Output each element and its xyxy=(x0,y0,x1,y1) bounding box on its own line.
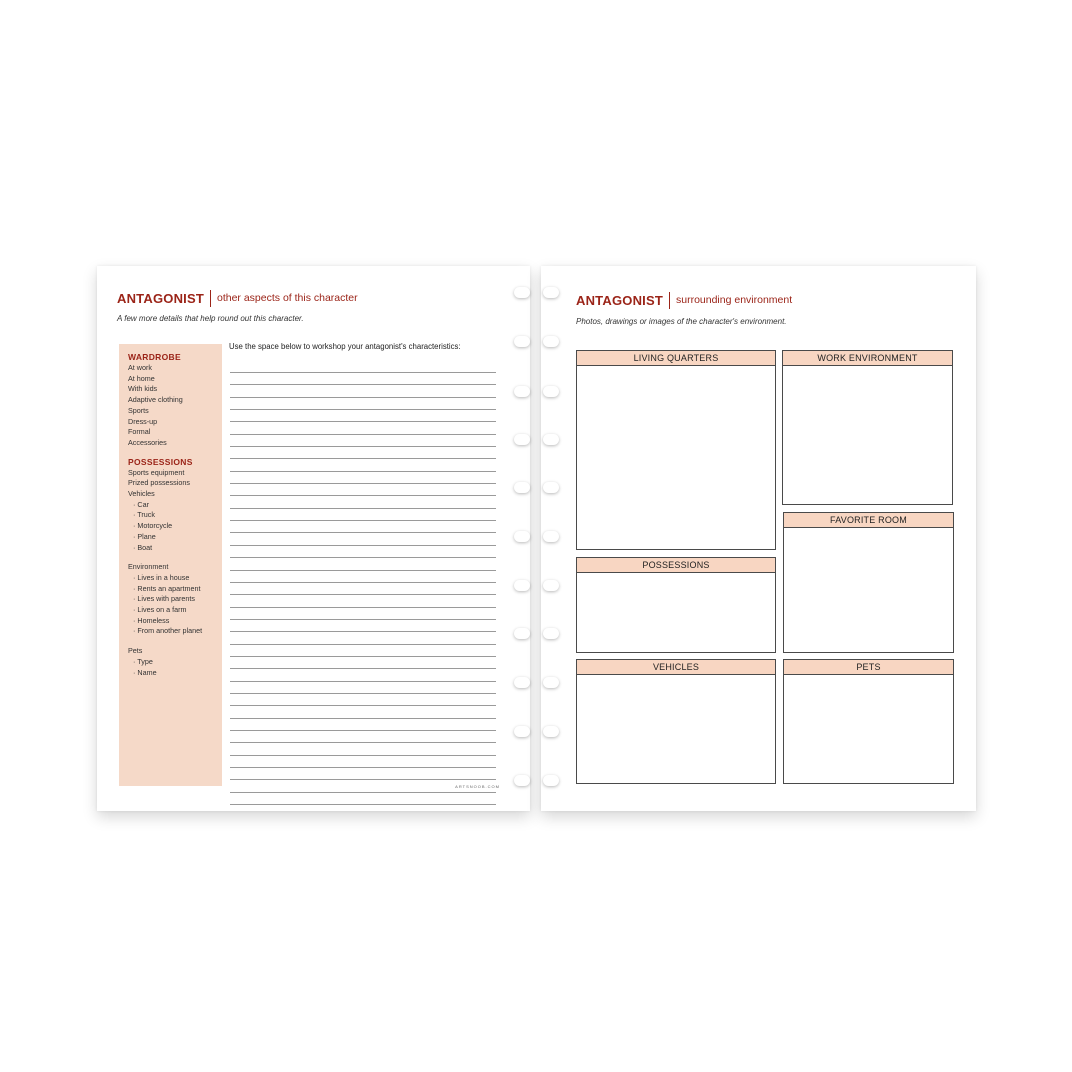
environment-group xyxy=(128,562,222,637)
writing-line xyxy=(230,619,496,620)
writing-line xyxy=(230,458,496,459)
sidebar-list-item: Prized possessions xyxy=(128,478,190,488)
sidebar-list-item: · Name xyxy=(133,667,157,677)
binder-disc xyxy=(543,531,559,542)
possessions-label: POSSESSIONS xyxy=(577,558,775,573)
writing-line xyxy=(230,755,496,756)
binder-disc xyxy=(514,434,530,445)
writing-lines[interactable] xyxy=(230,372,496,816)
sidebar-list-item: With kids xyxy=(128,384,158,394)
wardrobe-group xyxy=(128,352,222,449)
writing-line xyxy=(230,668,496,669)
writing-line xyxy=(230,384,496,385)
environment-list xyxy=(128,573,222,637)
sidebar-list-item: Sports equipment xyxy=(128,467,185,477)
writing-line xyxy=(230,730,496,731)
sidebar-list-item: · Motorcycle xyxy=(133,521,173,531)
writing-line xyxy=(230,446,496,447)
pets-group xyxy=(128,646,222,678)
binder-disc xyxy=(543,287,559,298)
page-title: ANTAGONIST xyxy=(117,290,211,307)
binder-disc xyxy=(543,726,559,737)
writing-line xyxy=(230,570,496,571)
writing-line xyxy=(230,767,496,768)
binder-disc xyxy=(514,336,530,347)
binder-disc xyxy=(514,628,530,639)
page-intro: A few more details that help round out this character. xyxy=(117,314,304,323)
writing-line xyxy=(230,631,496,632)
writing-line xyxy=(230,705,496,706)
workshop-prompt: Use the space below to workshop your antagonist's characteristics: xyxy=(229,342,461,351)
wardrobe-heading: WARDROBE xyxy=(128,352,181,362)
favorite-room-box[interactable] xyxy=(783,512,954,653)
writing-line xyxy=(230,594,496,595)
sidebar-list-item: · Truck xyxy=(133,510,155,520)
binder-disc xyxy=(543,482,559,493)
page-subtitle: other aspects of this character xyxy=(216,292,358,304)
footer-brand: ARTSNOOB.COM xyxy=(455,784,500,789)
sidebar-list-item: At home xyxy=(128,373,155,383)
sidebar-list-item: Dress-up xyxy=(128,416,158,426)
binder-disc xyxy=(543,775,559,786)
writing-line xyxy=(230,421,496,422)
living-quarters-box[interactable] xyxy=(576,350,776,550)
sidebar-list-item: Accessories xyxy=(128,437,167,447)
vehicle-list xyxy=(128,500,222,554)
binder-disc xyxy=(543,386,559,397)
page-title: ANTAGONIST xyxy=(576,292,670,309)
pets-list xyxy=(128,657,222,678)
pets-box[interactable] xyxy=(783,659,954,784)
wardrobe-list xyxy=(128,363,222,449)
pets-label: PETS xyxy=(784,660,953,675)
writing-line xyxy=(230,532,496,533)
page-intro: Photos, drawings or images of the character's environment. xyxy=(576,317,787,326)
writing-line xyxy=(230,742,496,743)
writing-line xyxy=(230,483,496,484)
left-page xyxy=(97,266,530,811)
pets-heading: Pets xyxy=(128,646,143,656)
writing-line xyxy=(230,644,496,645)
left-page-header xyxy=(117,290,358,307)
right-page-header xyxy=(576,292,792,309)
writing-line xyxy=(230,582,496,583)
living-quarters-label: LIVING QUARTERS xyxy=(577,351,775,366)
writing-line xyxy=(230,792,496,793)
writing-line xyxy=(230,718,496,719)
writing-line xyxy=(230,545,496,546)
sidebar-list-item: Adaptive clothing xyxy=(128,395,183,405)
binder-disc xyxy=(514,482,530,493)
possessions-box[interactable] xyxy=(576,557,776,653)
page-subtitle: surrounding environment xyxy=(675,294,793,306)
writing-line xyxy=(230,471,496,472)
writing-line xyxy=(230,779,496,780)
binder-disc xyxy=(543,677,559,688)
vehicles-label: VEHICLES xyxy=(577,660,775,675)
binder-disc xyxy=(514,726,530,737)
writing-line xyxy=(230,495,496,496)
work-environment-box[interactable] xyxy=(782,350,953,505)
binder-disc xyxy=(514,386,530,397)
sidebar-list-item: · Rents an apartment xyxy=(133,583,201,593)
writing-line xyxy=(230,434,496,435)
writing-line xyxy=(230,681,496,682)
environment-heading: Environment xyxy=(128,562,169,572)
writing-line xyxy=(230,557,496,558)
sidebar-list-item: · From another planet xyxy=(133,626,203,636)
sidebar-list-item: · Type xyxy=(133,656,153,666)
writing-line xyxy=(230,520,496,521)
writing-line xyxy=(230,656,496,657)
sidebar-list-item: · Homeless xyxy=(133,615,170,625)
sidebar-prompts xyxy=(119,344,222,786)
binder-disc xyxy=(514,775,530,786)
right-page xyxy=(541,266,976,811)
sidebar-list-item: · Lives with parents xyxy=(133,594,195,604)
binder-disc xyxy=(543,336,559,347)
favorite-room-label: FAVORITE ROOM xyxy=(784,513,953,528)
work-environment-label: WORK ENVIRONMENT xyxy=(783,351,952,366)
writing-line xyxy=(230,397,496,398)
sidebar-list-item: · Car xyxy=(133,499,149,509)
sidebar-list-item: · Boat xyxy=(133,542,153,552)
sidebar-list-item: Vehicles xyxy=(128,489,155,499)
binder-disc xyxy=(543,580,559,591)
binder-disc xyxy=(514,677,530,688)
binder-disc xyxy=(514,287,530,298)
writing-line xyxy=(230,409,496,410)
binder-disc xyxy=(514,580,530,591)
sidebar-list-item: Sports xyxy=(128,405,149,415)
binder-disc xyxy=(543,434,559,445)
sidebar-list-item: Formal xyxy=(128,427,151,437)
writing-line xyxy=(230,607,496,608)
writing-line xyxy=(230,508,496,509)
sidebar-list-item: · Lives in a house xyxy=(133,572,190,582)
sidebar-list-item: · Plane xyxy=(133,531,156,541)
writing-line xyxy=(230,372,496,373)
possessions-heading: POSSESSIONS xyxy=(128,456,193,467)
sidebar-list-item: At work xyxy=(128,363,152,372)
writing-line xyxy=(230,693,496,694)
vehicles-box[interactable] xyxy=(576,659,776,784)
possessions-group xyxy=(128,457,222,554)
binder-disc xyxy=(543,628,559,639)
possessions-list xyxy=(128,468,222,500)
sidebar-list-item: · Lives on a farm xyxy=(133,605,187,615)
binder-disc xyxy=(514,531,530,542)
writing-line xyxy=(230,804,496,805)
